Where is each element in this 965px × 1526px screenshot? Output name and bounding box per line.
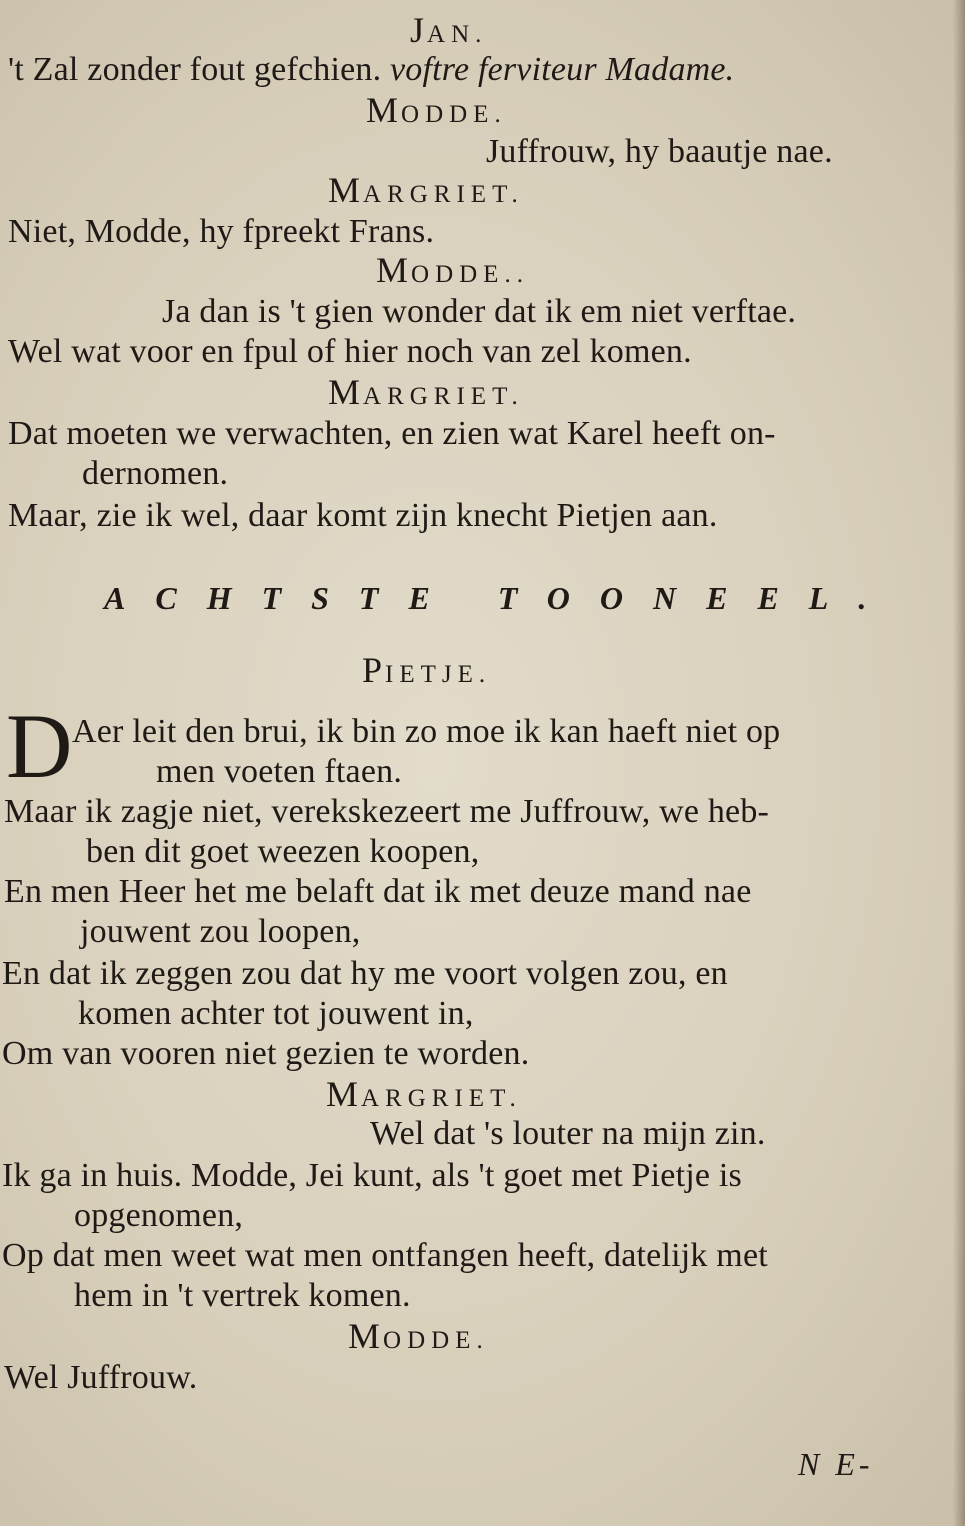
line-1-french: voftre ferviteur Madame. <box>390 51 735 88</box>
line-16: komen achter tot jouwent in, <box>78 995 474 1032</box>
line-3: Niet, Modde, hy fpreekt Frans. <box>8 213 435 250</box>
line-21: Op dat men weet wat men ontfangen heeft, datelijk met <box>2 1237 768 1274</box>
line-17: Om van vooren niet gezien te worden. <box>2 1035 530 1072</box>
scene-title: ACHTSTE TOONEEL. <box>104 580 897 616</box>
line-2: Juffrouw, hy baautje nae. <box>486 133 833 170</box>
speaker-margriet: MARGRIET. <box>328 372 524 412</box>
line-9: Aer leit den brui, ik bin zo moe ik kan haeft niet op <box>72 713 781 750</box>
line-12: ben dit goet weezen koopen, <box>86 833 480 870</box>
line-20: opgenomen, <box>74 1197 244 1234</box>
line-6: Dat moeten we verwachten, en zien wat Karel heeft on- <box>8 415 776 452</box>
line-22: hem in 't vertrek komen. <box>74 1277 411 1314</box>
speaker-margriet: MARGRIET. <box>326 1074 522 1114</box>
speaker-modde: MODDE. <box>366 90 507 130</box>
drop-cap: D <box>6 695 73 797</box>
line-15: En dat ik zeggen zou dat hy me voort volgen zou, en <box>2 955 728 992</box>
line-7: dernomen. <box>82 455 229 492</box>
catchword: N E- <box>798 1446 874 1482</box>
speaker-pietje: PIETJE. <box>362 650 492 690</box>
line-8: Maar, zie ik wel, daar komt zijn knecht Pietjen aan. <box>8 497 718 534</box>
line-1-text: 't Zal zonder fout gefchien. <box>8 51 382 88</box>
line-18: Wel dat 's louter na mijn zin. <box>370 1115 766 1152</box>
line-13: En men Heer het me belaft dat ik met deuze mand nae <box>4 873 752 910</box>
line-14: jouwent zou loopen, <box>80 913 361 950</box>
line-10: men voeten ftaen. <box>156 753 403 790</box>
line-5: Wel wat voor en fpul of hier noch van zel komen. <box>8 333 692 370</box>
line-23: Wel Juffrouw. <box>4 1359 198 1396</box>
line-1 <box>8 50 734 90</box>
line-4: Ja dan is 't gien wonder dat ik em niet verftae. <box>162 293 797 330</box>
speaker-modde: MODDE.. <box>376 250 529 290</box>
page-edge-shadow <box>953 0 965 1526</box>
line-11: Maar ik zagje niet, verekskezeert me Juffrouw, we heb- <box>4 793 770 830</box>
speaker-modde: MODDE. <box>348 1316 489 1356</box>
speaker-jan: JAN. <box>410 10 488 50</box>
speaker-margriet: MARGRIET. <box>328 170 524 210</box>
line-19: Ik ga in huis. Modde, Jei kunt, als 't goet met Pietje is <box>2 1157 742 1194</box>
